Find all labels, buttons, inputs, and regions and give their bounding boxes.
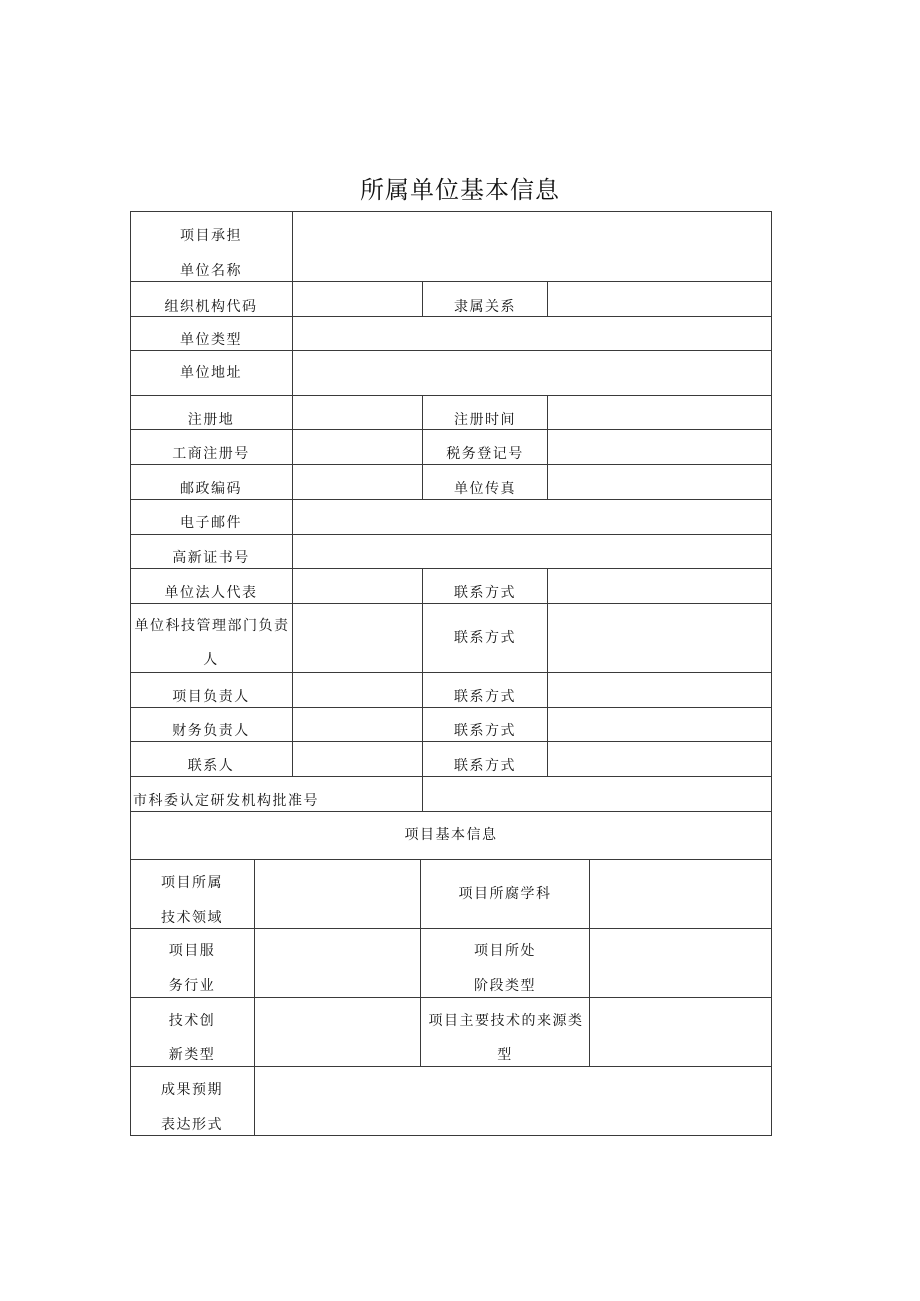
innovation-type-label: 新类型 [168, 1047, 216, 1063]
row-line [130, 395, 772, 396]
tech-dept-head-label: 单位科技管理部门负责 [134, 618, 290, 634]
col-line [547, 568, 548, 777]
contact-person-label: 联系人 [187, 758, 235, 774]
discipline-label: 项目所腐学科 [458, 886, 552, 902]
stage-type-label: 阶段类型 [474, 978, 536, 994]
row-line [130, 1066, 772, 1067]
row-line [130, 568, 772, 569]
business-reg-no-label: 工商注册号 [172, 446, 250, 462]
contact-method-label: 联系方式 [454, 723, 516, 739]
col-line [589, 859, 590, 1067]
col-line [422, 568, 423, 811]
row-line [130, 464, 772, 465]
row-line [130, 707, 772, 708]
contact-method-label: 联系方式 [454, 585, 516, 601]
col-line [547, 281, 548, 317]
outcome-form-label: 成果预期 [161, 1082, 223, 1098]
col-line [130, 211, 131, 1136]
row-line [130, 741, 772, 742]
page-title: 所属单位基本信息 [360, 176, 560, 204]
col-line [422, 281, 423, 317]
stage-type-label: 项目所处 [474, 943, 536, 959]
row-line [130, 350, 772, 351]
project-leader-label: 项目负责人 [172, 689, 250, 705]
legal-rep-label: 单位法人代表 [164, 585, 258, 601]
col-line [547, 395, 548, 500]
row-line [130, 603, 772, 604]
undertaking-unit-label: 项目承担 [180, 228, 242, 244]
row-line [130, 928, 772, 929]
row-line [130, 997, 772, 998]
email-label: 电子邮件 [180, 515, 242, 531]
row-line [130, 429, 772, 430]
finance-leader-label: 财务负责人 [172, 723, 250, 739]
col-line [292, 211, 293, 777]
row-line [130, 859, 772, 860]
undertaking-unit-label: 单位名称 [180, 263, 242, 279]
row-line [130, 534, 772, 535]
rd-approval-no-label: 市科委认定研发机构批准号 [133, 793, 319, 809]
col-line [771, 211, 772, 1136]
tech-dept-head-label: 人 [203, 652, 219, 668]
innovation-type-label: 技术创 [168, 1013, 216, 1029]
industry-label: 项目服 [168, 943, 216, 959]
industry-label: 务行业 [168, 978, 216, 994]
row-line [130, 499, 772, 500]
contact-method-label: 联系方式 [454, 689, 516, 705]
tech-source-label: 项目主要技术的来源类 [428, 1013, 584, 1029]
col-line [420, 859, 421, 1067]
affiliation-label: 隶属关系 [454, 299, 516, 315]
unit-address-label: 单位地址 [180, 365, 242, 381]
postal-code-label: 邮政编码 [180, 481, 242, 497]
unit-type-label: 单位类型 [180, 332, 242, 348]
col-line [422, 395, 423, 500]
registration-place-label: 注册地 [187, 412, 235, 428]
row-line [130, 281, 772, 282]
tech-field-label: 技术领域 [161, 910, 223, 926]
row-line [130, 776, 772, 777]
contact-method-label: 联系方式 [454, 758, 516, 774]
row-line [130, 811, 772, 812]
registration-time-label: 注册时间 [454, 412, 516, 428]
tech-field-label: 项目所属 [161, 875, 223, 891]
row-line [130, 211, 772, 212]
org-code-label: 组织机构代码 [164, 299, 258, 315]
row-line [130, 672, 772, 673]
outcome-form-label: 表达形式 [161, 1117, 223, 1133]
row-line [130, 1135, 772, 1136]
project-info-header: 项目基本信息 [404, 827, 498, 843]
unit-fax-label: 单位传真 [454, 481, 516, 497]
tax-reg-no-label: 税务登记号 [446, 446, 524, 462]
tech-source-label: 型 [497, 1047, 513, 1063]
hitech-cert-no-label: 高新证书号 [172, 550, 250, 566]
col-line [254, 859, 255, 1136]
contact-method-label: 联系方式 [454, 630, 516, 646]
row-line [130, 316, 772, 317]
